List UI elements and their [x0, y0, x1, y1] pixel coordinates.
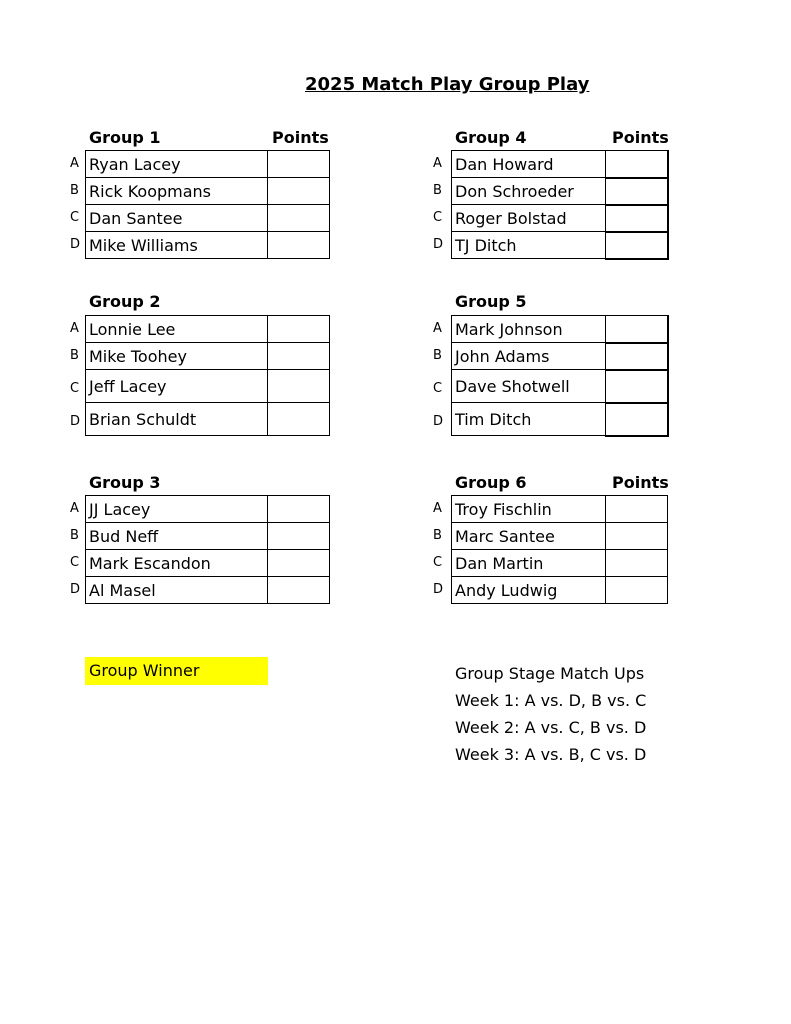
points-cell[interactable] — [606, 550, 668, 577]
points-cell[interactable] — [606, 316, 669, 343]
group-table — [85, 315, 330, 436]
group-title: Group 5 — [455, 292, 527, 311]
player-name: Bud Neff — [86, 523, 268, 550]
player-name: Dan Howard — [452, 151, 606, 178]
points-cell[interactable] — [606, 205, 669, 232]
group-table — [85, 495, 330, 604]
points-cell[interactable] — [268, 205, 330, 232]
group-table — [451, 150, 669, 260]
points-header: Points — [612, 473, 669, 492]
points-header: Points — [612, 128, 669, 147]
group-title: Group 2 — [89, 292, 161, 311]
points-cell[interactable] — [268, 550, 330, 577]
player-name: Mark Escandon — [86, 550, 268, 577]
points-cell[interactable] — [606, 496, 668, 523]
player-name: Brian Schuldt — [86, 403, 268, 436]
points-cell[interactable] — [606, 523, 668, 550]
player-name: Don Schroeder — [452, 178, 606, 205]
points-cell[interactable] — [268, 577, 330, 604]
player-name: Marc Santee — [452, 523, 606, 550]
player-name: Dan Martin — [452, 550, 606, 577]
player-name: Dan Santee — [86, 205, 268, 232]
player-name: Roger Bolstad — [452, 205, 606, 232]
player-name: John Adams — [452, 343, 606, 370]
player-name: JJ Lacey — [86, 496, 268, 523]
points-cell[interactable] — [268, 496, 330, 523]
group-table — [451, 315, 669, 437]
group-winner-legend: Group Winner — [85, 657, 268, 685]
player-name: Mark Johnson — [452, 316, 606, 343]
group-title: Group 4 — [455, 128, 527, 147]
points-cell[interactable] — [606, 151, 669, 178]
week-3-matchups: Week 3: A vs. B, C vs. D — [455, 745, 647, 764]
points-header: Points — [272, 128, 329, 147]
points-cell[interactable] — [606, 577, 668, 604]
points-cell[interactable] — [268, 403, 330, 436]
points-cell[interactable] — [606, 343, 669, 370]
group-title: Group 1 — [89, 128, 161, 147]
match-ups-section — [455, 660, 646, 768]
player-name: Tim Ditch — [452, 403, 606, 436]
player-name: Mike Toohey — [86, 343, 268, 370]
group-table — [85, 150, 330, 259]
points-cell[interactable] — [268, 343, 330, 370]
week-2-matchups: Week 2: A vs. C, B vs. D — [455, 718, 647, 737]
player-name: Ryan Lacey — [86, 151, 268, 178]
points-cell[interactable] — [268, 316, 330, 343]
player-name: Mike Williams — [86, 232, 268, 259]
player-name: Jeff Lacey — [86, 370, 268, 403]
week-1-matchups: Week 1: A vs. D, B vs. C — [455, 691, 647, 710]
group-title: Group 6 — [455, 473, 527, 492]
points-cell[interactable] — [606, 370, 669, 403]
points-cell[interactable] — [268, 523, 330, 550]
points-cell[interactable] — [268, 232, 330, 259]
group-table — [451, 495, 668, 604]
points-cell[interactable] — [606, 403, 669, 436]
points-cell[interactable] — [268, 178, 330, 205]
player-name: Lonnie Lee — [86, 316, 268, 343]
points-cell[interactable] — [268, 370, 330, 403]
player-name: TJ Ditch — [452, 232, 606, 259]
points-cell[interactable] — [606, 178, 669, 205]
points-cell[interactable] — [268, 151, 330, 178]
player-name: Andy Ludwig — [452, 577, 606, 604]
player-name: Troy Fischlin — [452, 496, 606, 523]
group-title: Group 3 — [89, 473, 161, 492]
player-name: Rick Koopmans — [86, 178, 268, 205]
points-cell[interactable] — [606, 232, 669, 259]
player-name: Dave Shotwell — [452, 370, 606, 403]
player-name: Al Masel — [86, 577, 268, 604]
match-ups-title: Group Stage Match Ups — [455, 664, 645, 683]
page-title: 2025 Match Play Group Play — [305, 74, 590, 95]
